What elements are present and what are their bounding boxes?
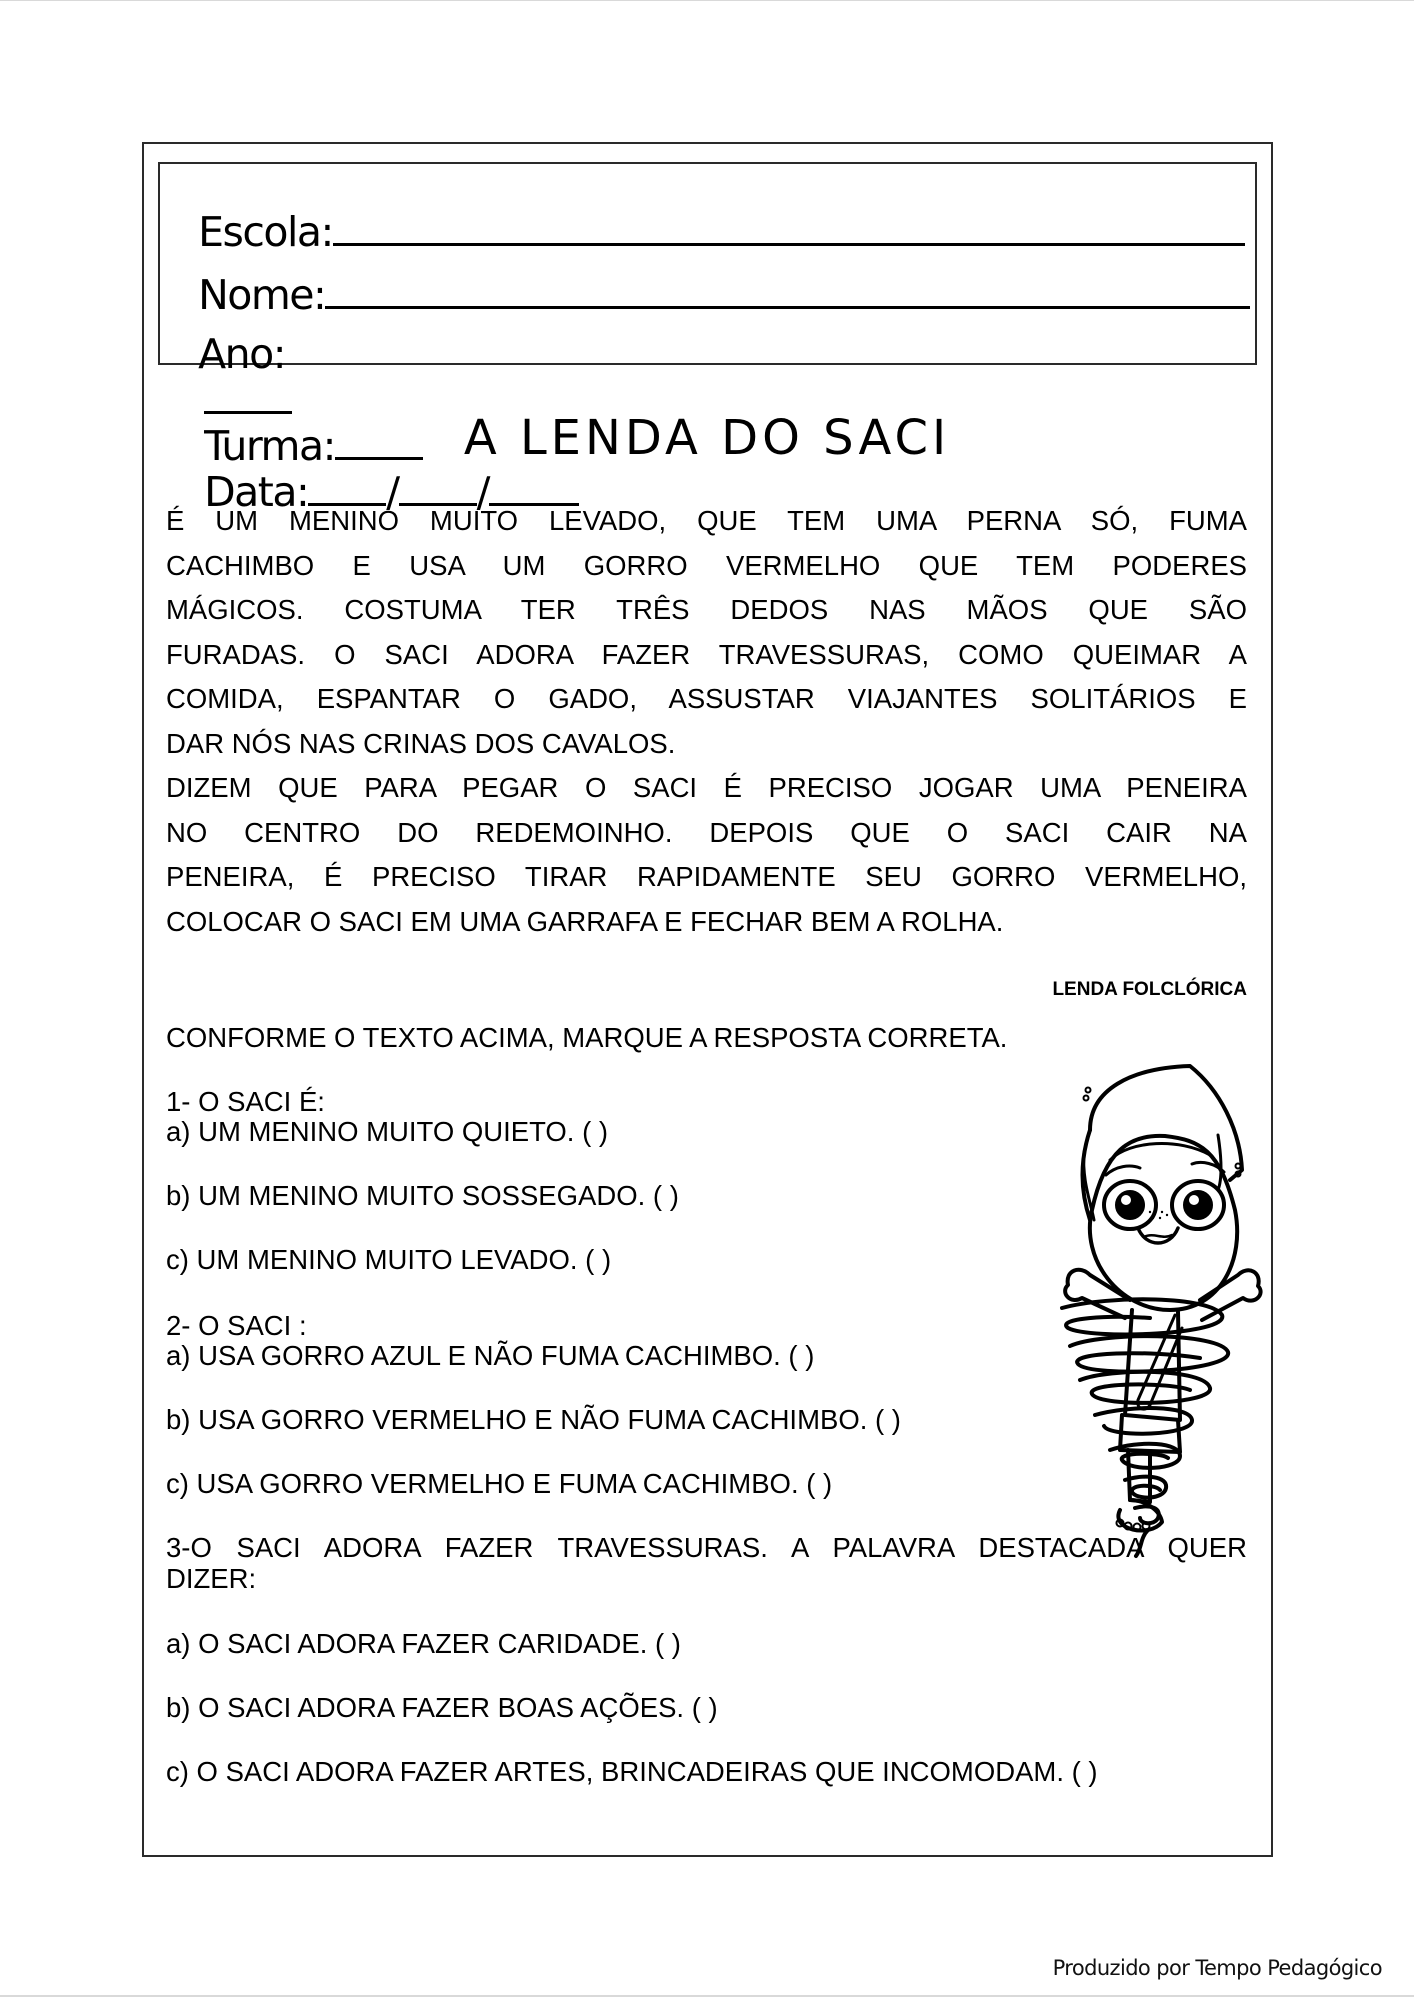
story-line: COMIDA, ESPANTAR O GADO, ASSUSTAR VIAJANTES SOLITÁRIOS E [166, 683, 1247, 714]
date-separator: / [386, 468, 399, 516]
question-prompt: DIZER: [166, 1563, 257, 1594]
story-line: DIZEM QUE PARA PEGAR O SACI É PRECISO JOGAR UMA PENEIRA [166, 772, 1247, 803]
year-label: Ano: [198, 330, 286, 378]
school-label: Escola: [198, 208, 333, 256]
date-day-field[interactable] [308, 467, 386, 506]
page-bottom-rule [0, 1995, 1414, 1997]
answer-option[interactable]: b) O SACI ADORA FAZER BOAS AÇÕES. ( ) [166, 1692, 718, 1723]
answer-option[interactable]: c) O SACI ADORA FAZER ARTES, BRINCADEIRAS QUE INCOMODAM. ( ) [166, 1756, 1098, 1787]
story-line: CACHIMBO E USA UM GORRO VERMELHO QUE TEM PODERES [166, 550, 1247, 581]
answer-option[interactable]: b) USA GORRO VERMELHO E NÃO FUMA CACHIMBO. ( ) [166, 1404, 901, 1435]
question-prompt: 2- O SACI : [166, 1310, 307, 1341]
story-line: É UM MENINO MUITO LEVADO, QUE TEM UMA PERNA SÓ, FUMA [166, 505, 1247, 536]
name-label: Nome: [198, 271, 326, 319]
story-source: LENDA FOLCLÓRICA [1052, 979, 1247, 1000]
story-line: FURADAS. O SACI ADORA FAZER TRAVESSURAS, COMO QUEIMAR A [166, 639, 1247, 670]
class-label: Turma: [204, 422, 335, 470]
story-line: NO CENTRO DO REDEMOINHO. DEPOIS QUE O SACI CAIR NA [166, 817, 1247, 848]
answer-option[interactable]: a) O SACI ADORA FAZER CARIDADE. ( ) [166, 1628, 681, 1659]
footer-credit: Produzido por Tempo Pedagógico [1052, 1956, 1382, 1980]
saci-whirlwind-illustration-icon [1050, 1060, 1270, 1560]
story-line: PENEIRA, É PRECISO TIRAR RAPIDAMENTE SEU GORRO VERMELHO, [166, 861, 1247, 892]
year-class-date-row [175, 293, 579, 516]
story-line: DAR NÓS NAS CRINAS DOS CAVALOS. [166, 728, 676, 759]
date-separator: / [476, 468, 489, 516]
story-line: COLOCAR O SACI EM UMA GARRAFA E FECHAR BEM A ROLHA. [166, 906, 1004, 937]
question-prompt: 1- O SACI É: [166, 1086, 325, 1117]
instructions: CONFORME O TEXTO ACIMA, MARQUE A RESPOSTA CORRETA. [166, 1022, 1008, 1053]
date-year-field[interactable] [489, 467, 579, 506]
page-top-rule [0, 0, 1414, 1]
answer-option[interactable]: a) UM MENINO MUITO QUIETO. ( ) [166, 1116, 609, 1147]
question-prompt: 3-O SACI ADORA FAZER TRAVESSURAS. A PALAVRA DESTACADA QUER [166, 1532, 1247, 1563]
page-title: A LENDA DO SACI [463, 410, 951, 466]
story-line: MÁGICOS. COSTUMA TER TRÊS DEDOS NAS MÃOS QUE SÃO [166, 594, 1247, 625]
answer-option[interactable]: c) USA GORRO VERMELHO E FUMA CACHIMBO. ( ) [166, 1468, 833, 1499]
answer-option[interactable]: b) UM MENINO MUITO SOSSEGADO. ( ) [166, 1180, 679, 1211]
date-month-field[interactable] [399, 467, 477, 506]
answer-option[interactable]: a) USA GORRO AZUL E NÃO FUMA CACHIMBO. ( ) [166, 1340, 815, 1371]
year-field[interactable] [204, 375, 292, 414]
answer-option[interactable]: c) UM MENINO MUITO LEVADO. ( ) [166, 1244, 612, 1275]
date-label: Data: [204, 468, 309, 516]
